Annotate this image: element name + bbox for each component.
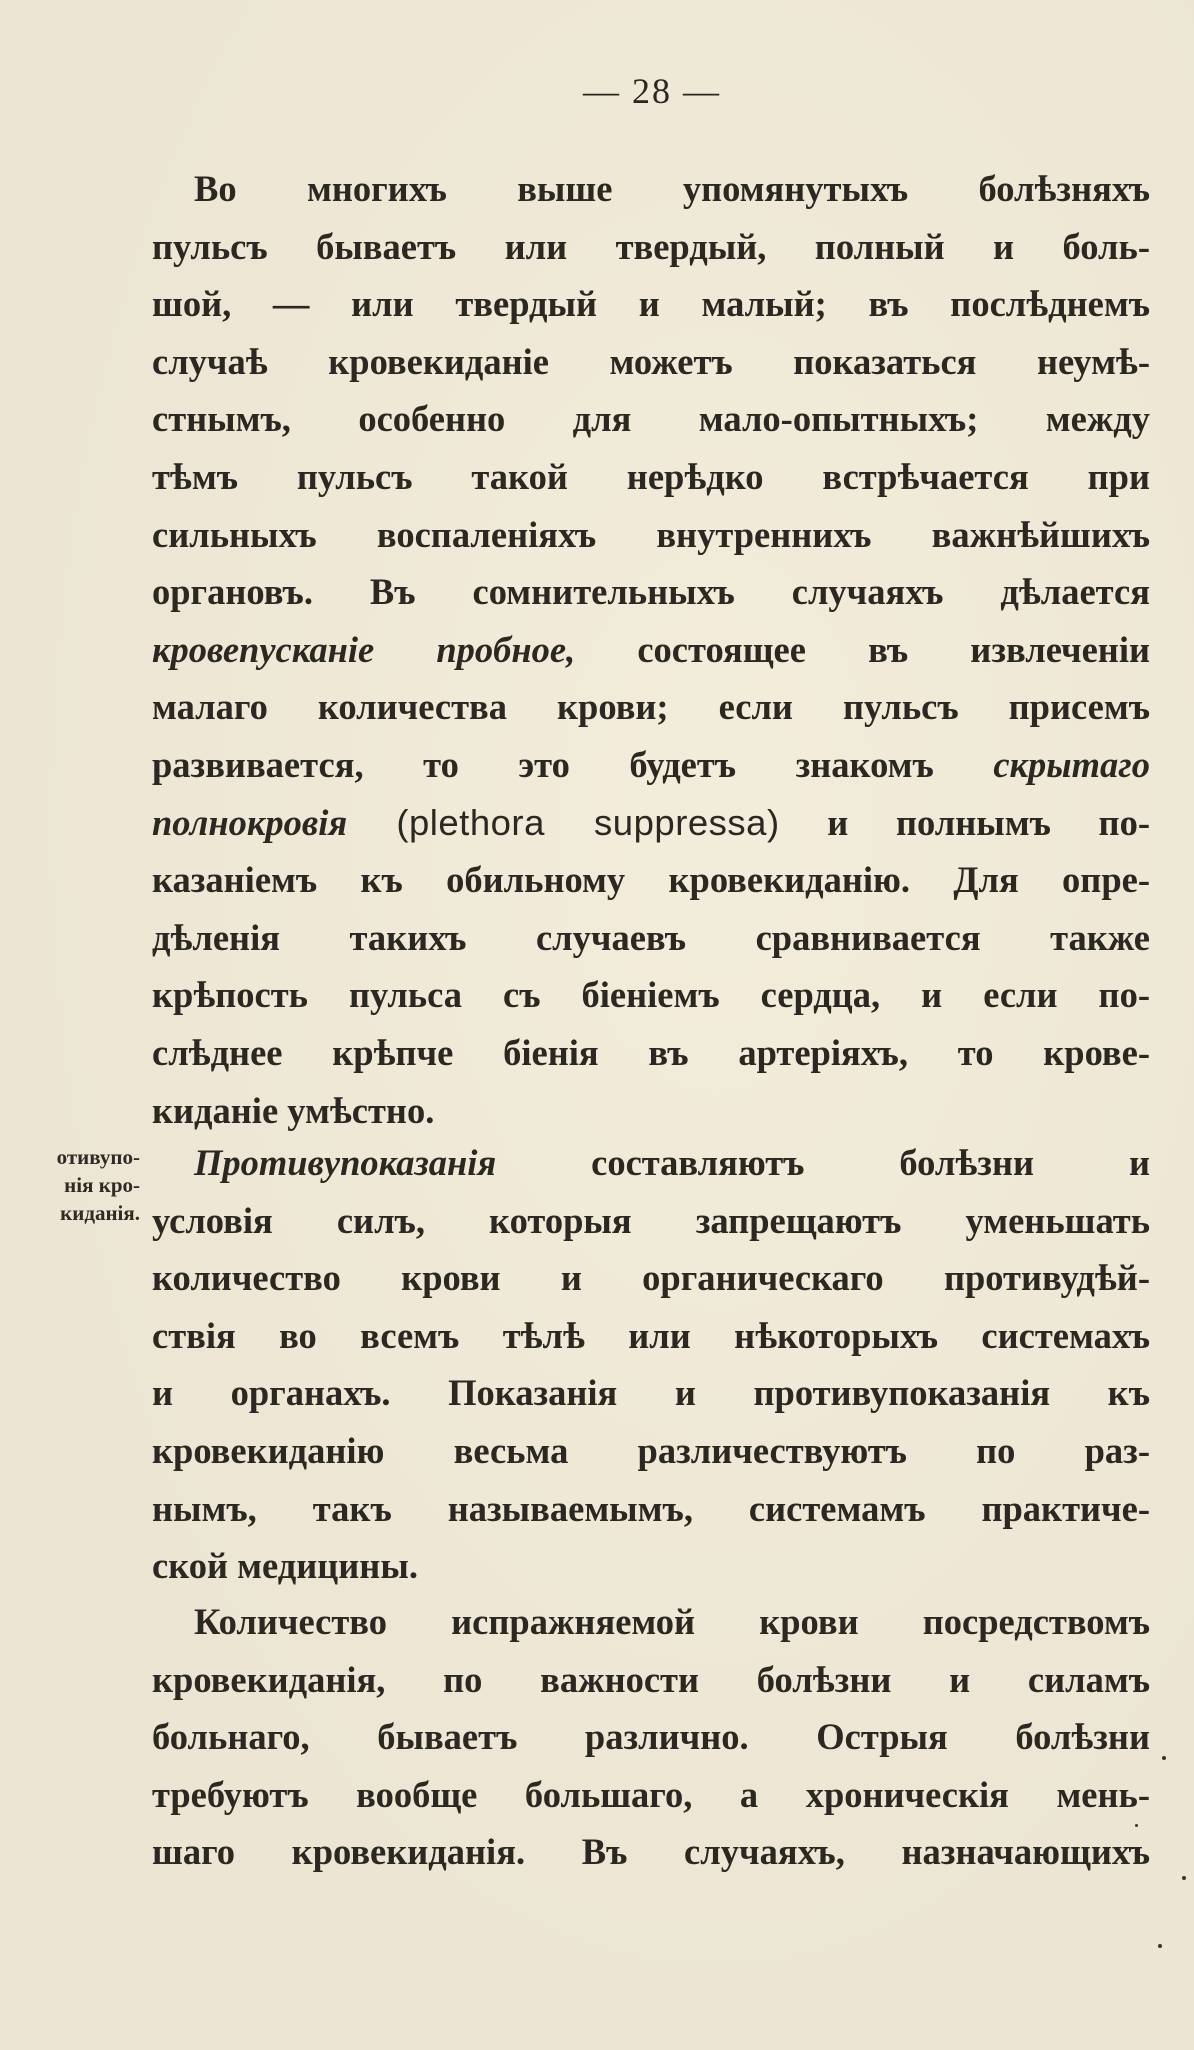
text-line: требуютъ вообще большаго, а хроническія мень- [152, 1773, 1150, 1815]
text-line: количество крови и органическаго противудѣй- [152, 1257, 1150, 1299]
text-line: условія силъ, которыя запрещаютъ уменьшать [152, 1199, 1150, 1241]
text-line: больнаго, бываетъ различно. Острыя болѣзни [152, 1716, 1150, 1758]
text-line: ствія во всемъ тѣлѣ или нѣкоторыхъ системахъ [152, 1314, 1150, 1356]
text-line: Во многихъ выше упомянутыхъ болѣзняхъ [194, 168, 1150, 209]
text-line: казаніемъ къ обильному кровекиданію. Для опре- [152, 859, 1150, 901]
text-line: кровекиданія, по важности болѣзни и силамъ [152, 1658, 1150, 1700]
italic-term: скрытаго [993, 743, 1150, 785]
text-line: нымъ, такъ называемымъ, системамъ практиче- [152, 1487, 1150, 1529]
text-line: дѣленія такихъ случаевъ сравнивается также [152, 916, 1150, 958]
latin-term: (plethora suppressa) [347, 801, 780, 843]
text-line: случаѣ кровекиданіе можетъ показаться неумѣ- [152, 340, 1150, 382]
text-fragment: и полнымъ по- [779, 801, 1150, 843]
paper-speck [1135, 1824, 1138, 1827]
paper-speck [1182, 1876, 1186, 1880]
italic-term: Противупоказанія [194, 1142, 497, 1183]
text-line: слѣднее крѣпче біенія въ артеріяхъ, то крове- [152, 1031, 1150, 1073]
text-fragment: состоящее въ извлеченіи [575, 628, 1150, 670]
margin-note [0, 1143, 140, 1227]
text-line: киданіе умѣстно. [152, 1089, 435, 1131]
margin-note-line: киданія. [60, 1201, 140, 1225]
paper-speck [1162, 1756, 1166, 1760]
paragraph-contraindications [152, 1134, 1150, 1595]
paper-speck [1158, 1944, 1162, 1948]
text-line: стнымъ, особенно для мало-опытныхъ; между [152, 398, 1150, 440]
text-line [152, 1134, 1150, 1192]
italic-term: полнокровія [152, 801, 348, 843]
text-fragment: развивается, то это будетъ знакомъ [152, 743, 994, 785]
margin-note-line: отивупо- [56, 1145, 140, 1169]
text-line: пульсъ бываетъ или твердый, полный и боль- [152, 225, 1150, 267]
text-line: шаго кровекиданія. Въ случаяхъ, назначающихъ [152, 1831, 1150, 1873]
page-number: — 28 — [583, 71, 721, 111]
italic-term: кровепусканіе пробное, [152, 628, 576, 670]
text-line [152, 794, 1150, 852]
margin-note-line: нія кро- [64, 1173, 140, 1197]
text-line [152, 736, 1150, 794]
text-line: ской медицины. [152, 1545, 418, 1587]
paragraph-quantity [152, 1593, 1150, 1881]
text-line: шой, — или твердый и малый; въ послѣднемъ [152, 283, 1150, 325]
text-line: малаго количества крови; если пульсъ присемъ [152, 686, 1150, 728]
text-line: тѣмъ пульсъ такой нерѣдко встрѣчается при [152, 455, 1150, 497]
text-line [152, 621, 1150, 679]
text-line: Количество испражняемой крови посредствомъ [194, 1601, 1150, 1642]
text-fragment: составляютъ болѣзни и [496, 1142, 1150, 1183]
text-line: органовъ. Въ сомнительныхъ случаяхъ дѣлается [152, 571, 1150, 613]
paragraph-indications [152, 160, 1150, 1139]
text-line: и органахъ. Показанія и противупоказанія къ [152, 1372, 1150, 1414]
text-line: кровекиданію весьма различествуютъ по раз- [152, 1429, 1150, 1471]
text-line: крѣпость пульса съ біеніемъ сердца, и если по- [152, 974, 1150, 1016]
text-line: сильныхъ воспаленіяхъ внутреннихъ важнѣйшихъ [152, 513, 1150, 555]
